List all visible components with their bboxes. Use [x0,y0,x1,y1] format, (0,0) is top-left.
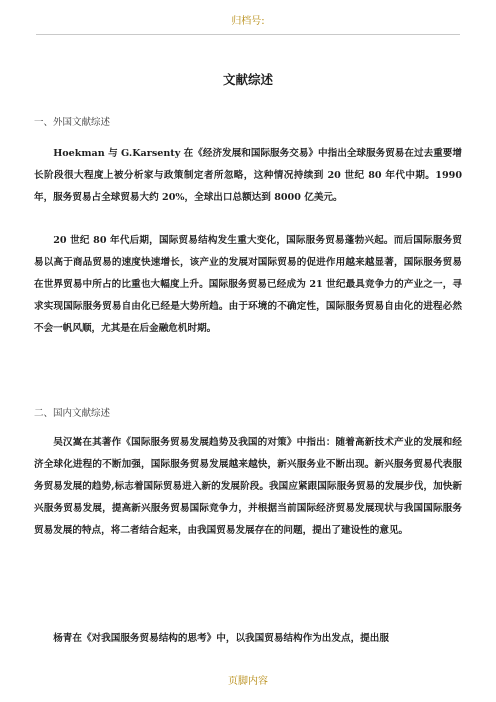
header-divider [36,34,460,35]
paragraph-domestic-1: 吴汉嵩在其著作《国际服务贸易发展趋势及我国的对策》中指出：随着高新技术产业的发展和经济全球化进程的不断加强，国际服务贸易发展越来越快，新兴服务业不断出现。新兴服务贸易代表服务贸易发展的趋势,标志着国际贸易进入新的发展阶段。我国应紧跟国际服务贸易的发展步伐，加快新兴服务贸易发展，提高新兴服务贸易国际竞争力，并根据当前国际经济贸易发展现状与我国国际服务贸易发展的特点，将二者结合起来，由我国贸易发展存在的问题，提出了建设性的意见。 [34,437,462,536]
page-footer: 页脚内容 [228,676,268,687]
document-title: 文献综述 [222,72,273,87]
paragraph-foreign-2: 20 世纪 80 年代后期，国际贸易结构发生重大变化，国际服务贸易蓬勃兴起。而后国际服务贸易以高于商品贸易的速度快速增长，该产业的发展对国际贸易的促进作用越来越显著，国际服务贸易在世界贸易中所占的比重也大幅度上升。国际服务贸易已经成为 21 世纪最具竞争力的产业之一，寻求实现国际服务贸易自由化已经是大势所趋。由于环境的不确定性，国际服务贸易自由化的进程必然不会一帆风顺，尤其是在后金融危机时期。 [34,235,462,334]
section-heading-domestic: 二、国内文献综述 [34,408,111,419]
paragraph-domestic-2: 杨青在《对我国服务贸易结构的思考》中，以我国贸易结构作为出发点，提出服 [53,633,389,644]
archive-number-header: 归档号: [231,16,265,27]
paragraph-foreign-1: Hoekman 与 G.Karsenty 在《经济发展和国际服务交易》中指出全球服务贸易在过去重要增长阶段很大程度上被分析家与政策制定者所忽略，这种情况持续到 20 世纪 80 年代中期。1990 年，服务贸易占全球贸易大约 20%，全球出口总额达到 8000 亿美元。 [34,148,462,203]
section-heading-foreign: 一、外国文献综述 [34,117,111,128]
